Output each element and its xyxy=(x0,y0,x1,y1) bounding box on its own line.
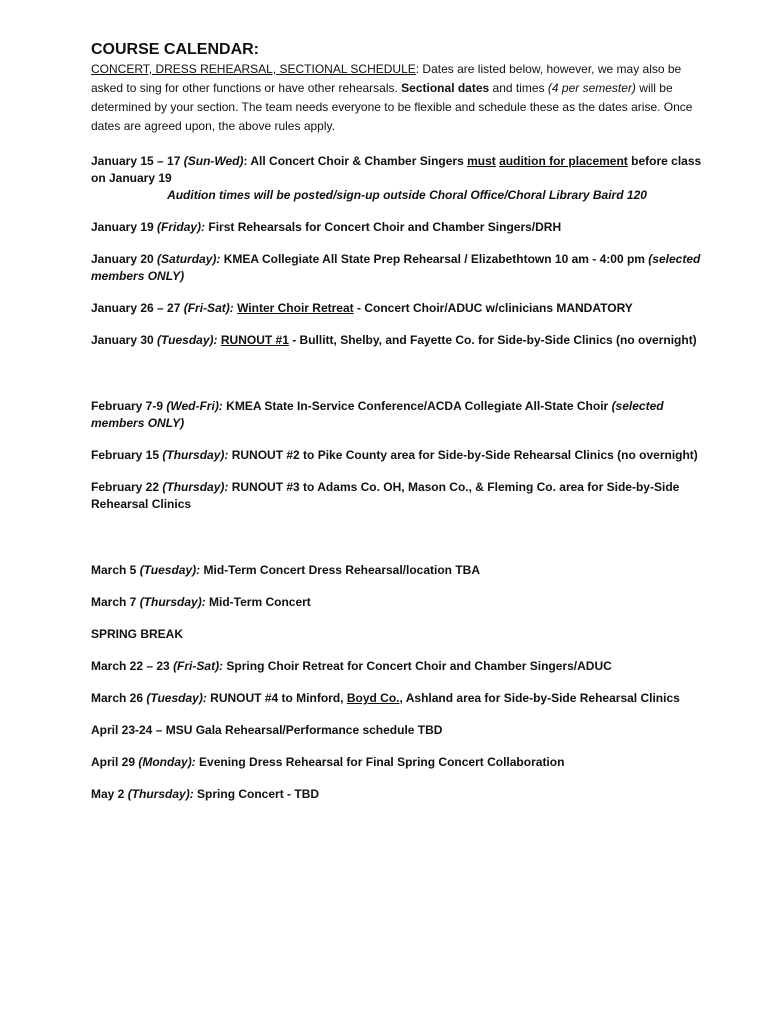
sectional-dates: Sectional dates xyxy=(401,81,490,95)
event-mar26 xyxy=(91,690,711,707)
event-text: KMEA State In-Service Conference/ACDA Collegiate All-State Choir xyxy=(222,399,612,413)
event-jan15 xyxy=(91,153,711,187)
spring-break: SPRING BREAK xyxy=(91,627,184,641)
event-date: March 26 xyxy=(91,691,147,705)
event-days: (Fri-Sat): xyxy=(183,301,234,315)
event-may2 xyxy=(91,786,711,803)
event-days: (Tuesday): xyxy=(157,333,218,347)
event-text: KMEA Collegiate All State Prep Rehearsal / Elizabethtown 10 am - 4:00 pm xyxy=(220,252,649,266)
event-date: January 26 – 27 xyxy=(91,301,184,315)
event-days: (Friday): xyxy=(157,220,206,234)
intro-text-1: : Dates are listed below, however, we may also be asked to sing for other functions or have other rehearsals. xyxy=(91,62,682,95)
event-jan19 xyxy=(91,219,711,236)
event-days: (Thursday): xyxy=(127,787,194,801)
event-tail: (selected members ONLY) xyxy=(91,399,664,430)
event-apr29 xyxy=(91,754,711,771)
intro-text-3: will be determined by your section. The team needs everyone to be flexible and schedule these as the dates arise. Once dates are agreed upon, the above rules apply. xyxy=(91,81,693,133)
event-text: Spring Concert - TBD xyxy=(193,787,320,801)
schedule-heading: CONCERT, DRESS REHEARSAL, SECTIONAL SCHEDULE xyxy=(91,62,416,76)
event-text: First Rehearsals for Concert Choir and Chamber Singers/DRH xyxy=(205,220,562,234)
event-text-2: before class on January 19 xyxy=(91,154,702,185)
event-days: (Thursday): xyxy=(162,448,229,462)
event-retreat: Winter Choir Retreat xyxy=(237,301,354,315)
event-must: must xyxy=(467,154,496,168)
event-date: February 22 xyxy=(91,480,163,494)
event-date: February 7-9 xyxy=(91,399,167,413)
event-date: March 7 xyxy=(91,595,140,609)
event-date: February 15 xyxy=(91,448,163,462)
event-days: (Sun-Wed) xyxy=(183,154,244,168)
intro-text-2: and times xyxy=(489,81,548,95)
document-page xyxy=(91,40,711,803)
event-date: March 22 – 23 xyxy=(91,659,174,673)
event-date: April 29 xyxy=(91,755,139,769)
audition-note: Audition times will be posted/sign-up outside Choral Office/Choral Library Baird 120 xyxy=(167,188,647,202)
event-days: (Thursday): xyxy=(162,480,229,494)
event-text: - Bullitt, Shelby, and Fayette Co. for Side-by-Side Clinics (no overnight) xyxy=(288,333,697,347)
event-feb15 xyxy=(91,447,711,464)
event-date: January 19 xyxy=(91,220,158,234)
event-text-2: , Ashland area for Side-by-Side Rehearsal Clinics xyxy=(399,691,680,705)
event-jan26 xyxy=(91,300,711,317)
event-feb22 xyxy=(91,479,711,513)
event-text: Spring Choir Retreat for Concert Choir and Chamber Singers/ADUC xyxy=(223,659,612,673)
event-text: RUNOUT #2 to Pike County area for Side-by-Side Rehearsal Clinics (no overnight) xyxy=(228,448,698,462)
event-date: January 20 xyxy=(91,252,158,266)
event-text: Mid-Term Concert Dress Rehearsal/location TBA xyxy=(200,563,480,577)
event-date: March 5 xyxy=(91,563,140,577)
event-date: May 2 xyxy=(91,787,128,801)
event-mar5 xyxy=(91,562,711,579)
event-feb7 xyxy=(91,398,711,432)
event-date: January 15 – 17 xyxy=(91,154,184,168)
event-boyd: Boyd Co. xyxy=(346,691,400,705)
event-mar7 xyxy=(91,594,711,611)
event-days: (Tuesday): xyxy=(139,563,201,577)
per-semester: (4 per semester) xyxy=(547,81,636,95)
intro-paragraph xyxy=(91,60,711,136)
event-audition: audition for placement xyxy=(499,154,628,168)
event-date: January 30 xyxy=(91,333,158,347)
event-text: : All Concert Choir & Chamber Singers xyxy=(243,154,468,168)
event-days: (Fri-Sat): xyxy=(173,659,224,673)
event-text: RUNOUT #3 to Adams Co. OH, Mason Co., & Fleming Co. area for Side-by-Side Rehearsal Clinics xyxy=(91,480,680,511)
event-text: - Concert Choir/ADUC w/clinicians MANDATORY xyxy=(353,301,633,315)
event-days: (Monday): xyxy=(138,755,196,769)
event-days: (Wed-Fri): xyxy=(166,399,223,413)
event-mar22 xyxy=(91,658,711,675)
event-text: RUNOUT #4 to Minford, xyxy=(206,691,347,705)
event-jan20 xyxy=(91,251,711,285)
page-title: COURSE CALENDAR: xyxy=(91,41,259,58)
event-days: (Thursday): xyxy=(139,595,206,609)
event-tail: (selected members ONLY) xyxy=(91,252,701,283)
event-jan30 xyxy=(91,332,711,349)
event-text: Mid-Term Concert xyxy=(205,595,311,609)
event-text: Evening Dress Rehearsal for Final Spring Concert Collaboration xyxy=(195,755,565,769)
event-days: (Tuesday): xyxy=(146,691,207,705)
event-runout: RUNOUT #1 xyxy=(220,333,289,347)
event-days: (Saturday): xyxy=(157,252,221,266)
event-apr23: April 23-24 – MSU Gala Rehearsal/Performance schedule TBD xyxy=(91,723,443,737)
